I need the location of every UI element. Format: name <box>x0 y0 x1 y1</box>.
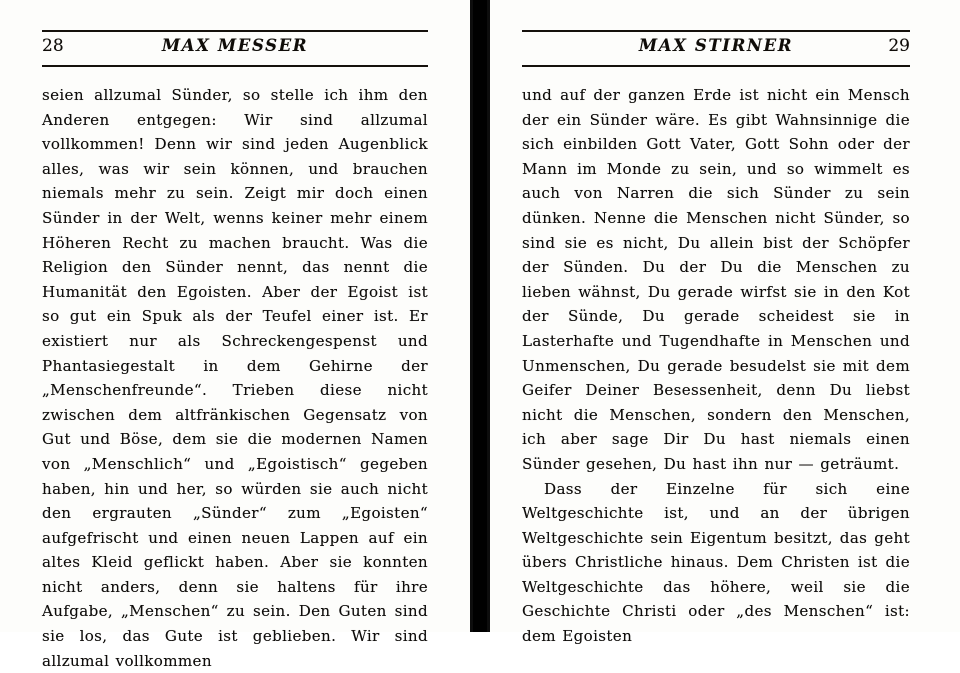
left-running-head-title: MAX MESSER <box>161 36 309 55</box>
right-page <box>470 0 960 646</box>
left-page-body <box>42 83 428 673</box>
page-gutter <box>470 0 490 632</box>
left-page-header <box>42 30 428 67</box>
right-page-number: 29 <box>888 36 910 56</box>
right-page-header <box>522 30 910 67</box>
left-page <box>0 0 470 670</box>
gutter-shadow <box>473 0 487 632</box>
right-page-body <box>522 83 910 649</box>
left-page-number: 28 <box>42 36 64 56</box>
paragraph: Dass der Einzelne für sich eine Weltgeschichte ist, und an der übrigen Weltgeschichte sein Eigentum besitzt, das geht übers Christliche hinaus. Dem Christen ist die Weltgeschichte das höhere, weil sie die Geschichte Christi oder „des Menschen“ ist: dem Egoisten <box>522 479 910 646</box>
paragraph: seien allzumal Sünder, so stelle ich ihm den Anderen entgegen: Wir sind allzumal vollkommen! Denn wir sind jeden Augenblick alles, was wir sein können, und brauchen niemals mehr zu sein. Zeigt mir doch einen Sünder in der Welt, wenns keiner mehr einem Höheren Recht zu machen braucht. Was die Religion den Sünder nennt, das nennt die Humanität den Egoisten. Aber der Egoist ist so gut ein Spuk als der Teufel einer ist. Er existiert nur als Schreckengespenst und Phantasiegestalt in dem Gehirne der „Menschenfreunde“. Trieben diese nicht zwischen dem altfränkischen Gegensatz von Gut und Böse, dem sie die modernen Namen von „Menschlich“ und „Egoistisch“ gegeben haben, hin und her, so würden sie auch nicht den ergrauten „Sünder“ zum „Egoisten“ aufgefrischt und einen neuen Lappen auf ein altes Kleid geflickt haben. Aber sie konnten nicht anders, denn sie haltens für ihre Aufgabe, „Menschen“ zu sein. Den Guten sind sie los, das Gute ist geblieben. Wir sind allzumal vollkommen <box>42 86 428 670</box>
right-running-head-title: MAX STIRNER <box>638 36 794 55</box>
paragraph: und auf der ganzen Erde ist nicht ein Mensch der ein Sünder wäre. Es gibt Wahnsinnige die sich einbilden Gott Vater, Gott Sohn oder der Mann im Monde zu sein, und so wimmelt es auch von Narren die sich Sünder zu sein dünken. Nenne die Menschen nicht Sünder, so sind sie es nicht, Du allein bist der Schöpfer der Sünden. Du der Du die Menschen zu lieben wähnst, Du gerade wirfst sie in den Kot der Sünde, Du gerade scheidest sie in Lasterhafte und Tugendhafte in Menschen und Unmenschen, Du gerade besudelst sie mit dem Geifer Deiner Besessenheit, denn Du liebst nicht die Menschen, sondern den Menschen, ich aber sage Dir Du hast niemals einen Sünder gesehen, Du hast ihn nur — geträumt. <box>522 86 910 473</box>
